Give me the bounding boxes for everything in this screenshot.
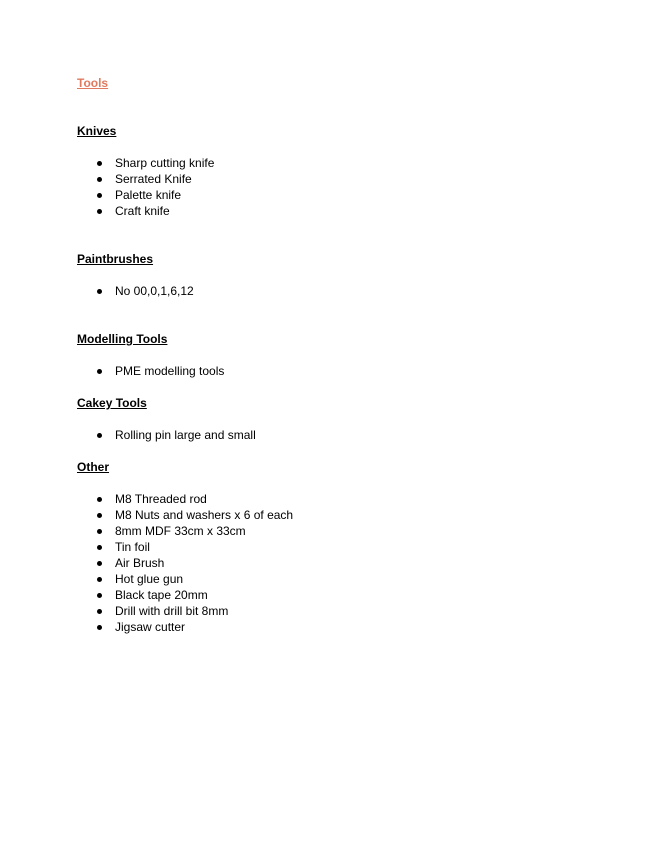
bullet-icon <box>97 625 102 630</box>
list-item: Sharp cutting knife <box>96 155 214 171</box>
list-item: M8 Threaded rod <box>96 491 293 507</box>
list-item: Rolling pin large and small <box>96 427 256 443</box>
bullet-icon <box>97 161 102 166</box>
list-item: 8mm MDF 33cm x 33cm <box>96 523 293 539</box>
list-item: Craft knife <box>96 203 214 219</box>
list-item: Tin foil <box>96 539 293 555</box>
bullet-icon <box>97 545 102 550</box>
heading-modelling-tools: Modelling Tools <box>77 332 168 346</box>
bullet-icon <box>97 561 102 566</box>
bullet-icon <box>97 577 102 582</box>
heading-paintbrushes: Paintbrushes <box>77 252 154 266</box>
list-item: No 00,0,1,6,12 <box>96 283 194 299</box>
list-item: Drill with drill bit 8mm <box>96 603 293 619</box>
list-other <box>96 491 293 635</box>
bullet-icon <box>97 177 102 182</box>
bullet-icon <box>97 529 102 534</box>
bullet-icon <box>97 433 102 438</box>
bullet-icon <box>97 497 102 502</box>
list-cakey-tools <box>96 427 256 443</box>
list-item: Jigsaw cutter <box>96 619 293 635</box>
list-paintbrushes <box>96 283 194 299</box>
bullet-icon <box>97 513 102 518</box>
bullet-icon <box>97 593 102 598</box>
heading-cakey-tools: Cakey Tools <box>77 396 147 410</box>
list-item: PME modelling tools <box>96 363 224 379</box>
bullet-icon <box>97 609 102 614</box>
heading-knives: Knives <box>77 124 117 138</box>
bullet-icon <box>97 193 102 198</box>
list-knives <box>96 155 214 219</box>
page-title: Tools <box>77 76 109 90</box>
list-item: Palette knife <box>96 187 214 203</box>
list-modelling-tools <box>96 363 224 379</box>
list-item: Hot glue gun <box>96 571 293 587</box>
heading-other: Other <box>77 460 110 474</box>
list-item: Serrated Knife <box>96 171 214 187</box>
bullet-icon <box>97 289 102 294</box>
bullet-icon <box>97 369 102 374</box>
bullet-icon <box>97 209 102 214</box>
list-item: M8 Nuts and washers x 6 of each <box>96 507 293 523</box>
list-item: Air Brush <box>96 555 293 571</box>
list-item: Black tape 20mm <box>96 587 293 603</box>
